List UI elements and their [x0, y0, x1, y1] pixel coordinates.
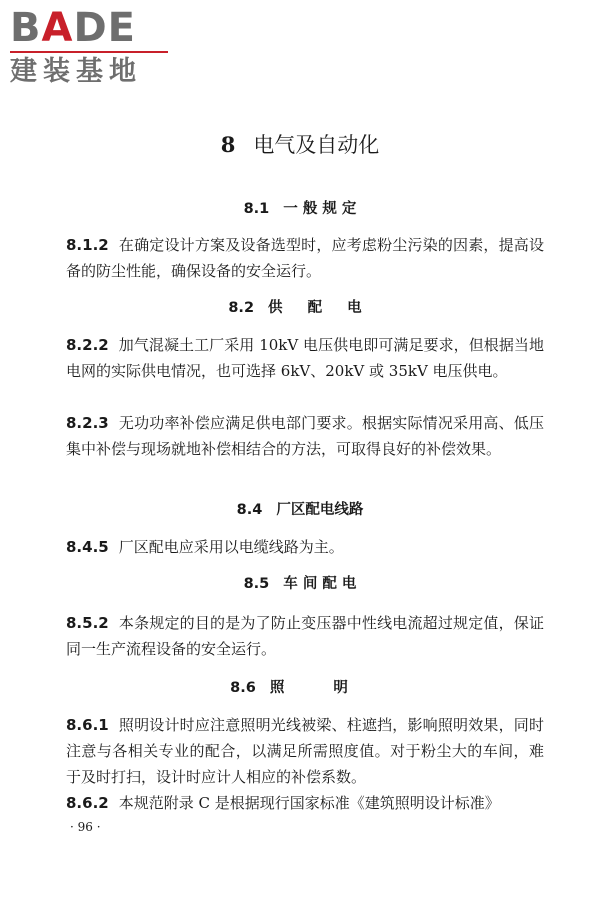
clause-text: 加气混凝土工厂采用 10kV 电压供电即可满足要求，但根据当地电网的实际供电情况，也可选择 6kV、20kV 或 35kV 电压供电。	[66, 336, 544, 380]
clause-text: 照明设计时应注意照明光线被梁、柱遮挡，影响照明效果，同时注意与各相关专业的配合，以满足所需照度值。对于粉尘大的车间，难于及时打扫，设计时应计人相应的补偿系数。	[66, 716, 544, 786]
clause-paragraph	[66, 332, 544, 384]
clause-text: 厂区配电应采用以电缆线路为主。	[118, 538, 344, 556]
section-title: 车 间 配 电	[283, 576, 357, 592]
section-heading	[0, 199, 600, 219]
section-heading	[0, 500, 600, 520]
clause-number: 8.2.3	[66, 414, 109, 432]
section-number: 8.2	[228, 300, 255, 316]
section-title: 一 般 规 定	[283, 201, 357, 217]
clause-number: 8.6.1	[66, 716, 109, 734]
clause-paragraph	[66, 534, 544, 560]
clause-paragraph	[66, 610, 544, 662]
clause-paragraph	[66, 232, 544, 284]
bade-logo	[10, 6, 180, 88]
section-number: 8.4	[236, 502, 263, 518]
clause-text: 本条规定的目的是为了防止变压器中性线电流超过规定值，保证同一生产流程设备的安全运行。	[66, 614, 544, 658]
logo-subtitle: 建装基地	[10, 56, 142, 87]
section-heading	[0, 574, 600, 594]
logo-wordmark: BADE	[10, 5, 136, 51]
clause-paragraph	[66, 712, 544, 790]
clause-number: 8.1.2	[66, 236, 109, 254]
chapter-number: 8	[220, 132, 236, 157]
clause-paragraph	[66, 790, 544, 816]
clause-text: 在确定设计方案及设备选型时，应考虑粉尘污染的因素，提高设备的防尘性能，确保设备的安全运行。	[66, 236, 544, 280]
clause-number: 8.6.2	[66, 794, 109, 812]
clause-number: 8.5.2	[66, 614, 109, 632]
chapter-title: 电气及自动化	[253, 133, 380, 157]
section-title: 供 配 电	[268, 300, 372, 316]
section-number: 8.6	[230, 680, 256, 696]
clause-number: 8.4.5	[66, 538, 109, 556]
chapter-heading	[0, 130, 600, 160]
clause-paragraph	[66, 410, 544, 462]
section-number: 8.1	[243, 201, 270, 217]
logo-accent-rule	[10, 51, 168, 53]
clause-text: 本规范附录 C 是根据现行国家标准《建筑照明设计标准》	[118, 794, 500, 812]
section-title: 厂区配电线路	[276, 502, 364, 518]
section-heading	[0, 678, 600, 698]
section-heading	[0, 298, 600, 318]
clause-number: 8.2.2	[66, 336, 109, 354]
page-number: · 96 ·	[70, 820, 101, 834]
clause-text: 无功功率补偿应满足供电部门要求。根据实际情况采用高、低压集中补偿与现场就地补偿相结合的方法，可取得良好的补偿效果。	[66, 414, 544, 458]
section-number: 8.5	[243, 576, 270, 592]
section-title: 照 明	[269, 680, 370, 696]
